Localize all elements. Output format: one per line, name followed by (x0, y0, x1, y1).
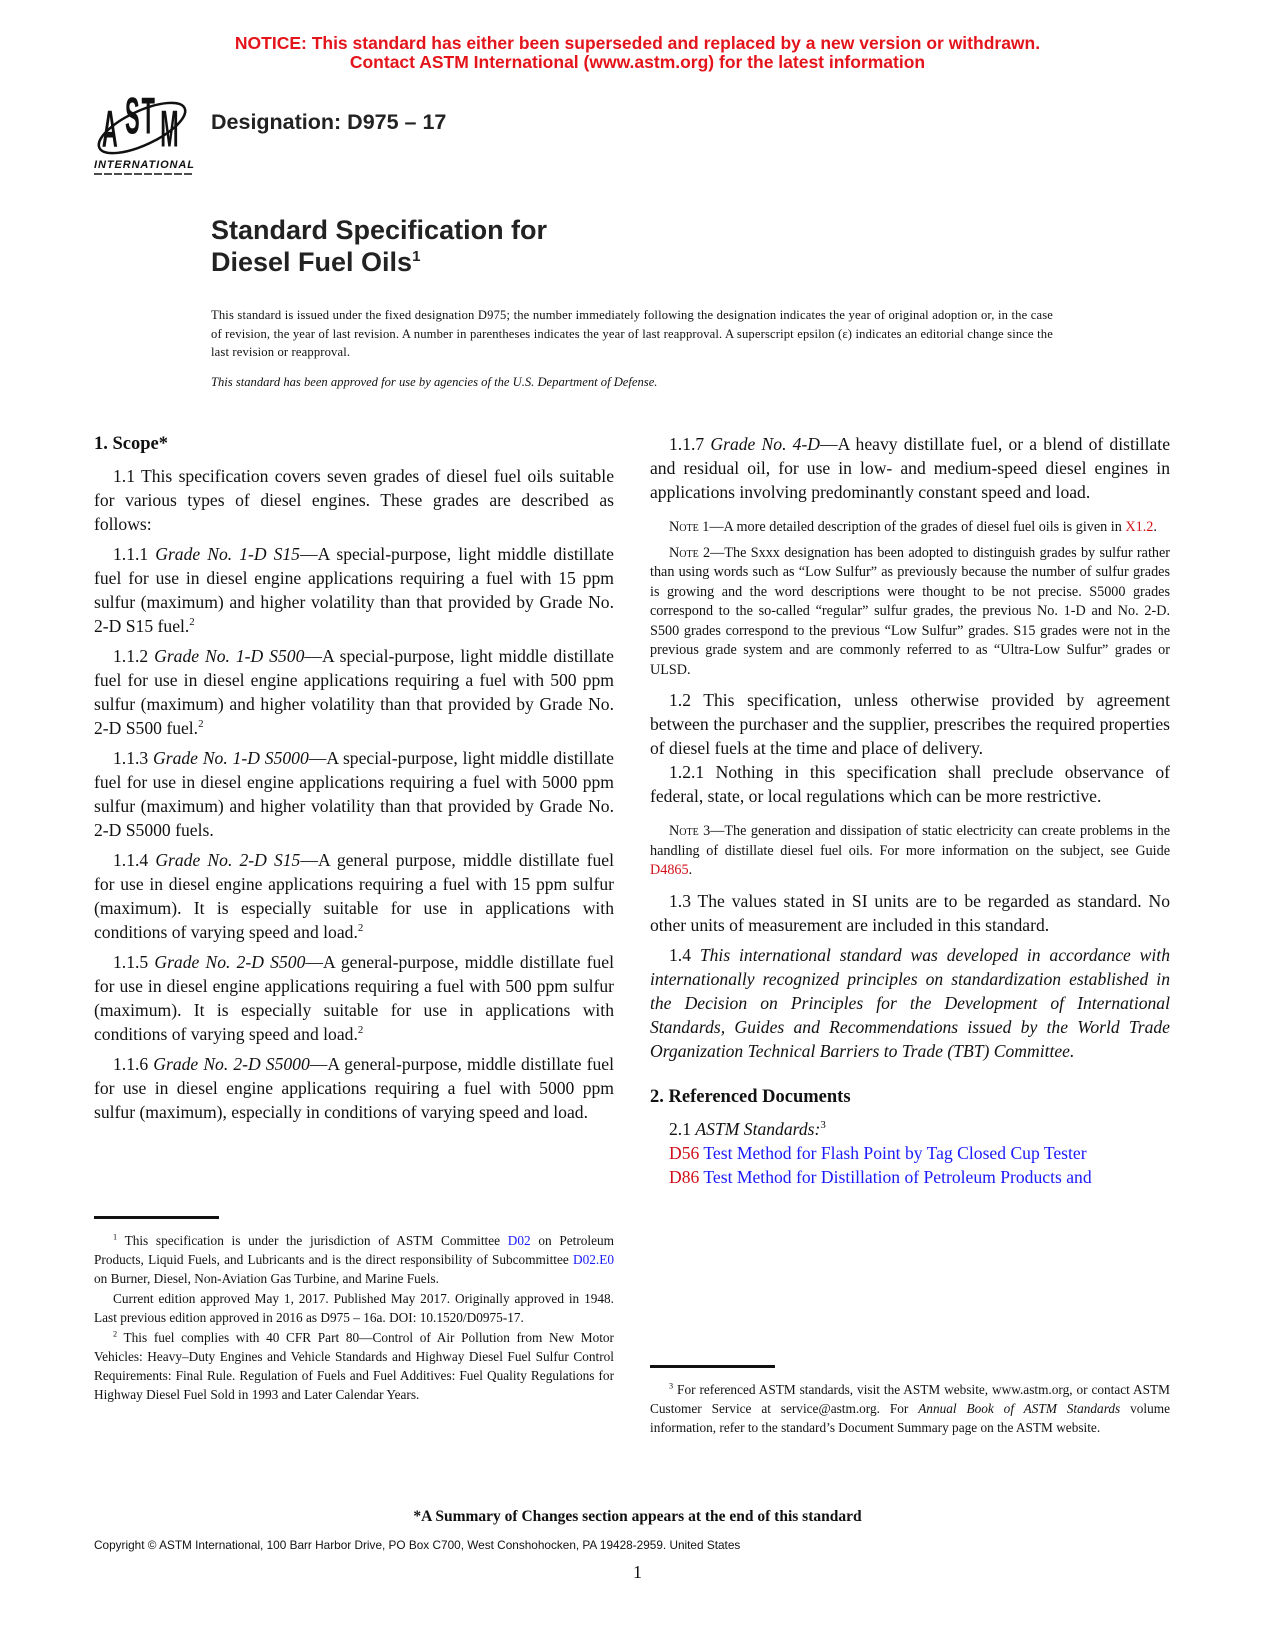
svg-text:S: S (125, 87, 140, 146)
text-segment: —A special-purpose, light middle distillate fuel for use in diesel engine applications requiring a fuel with 15 ppm sulfur (maximum) and higher volatility than that provided by Grade No. 2-D S15 fuel. (94, 544, 614, 636)
paragraph (650, 943, 1170, 1063)
footnote (94, 1231, 614, 1288)
text-segment: . (1153, 519, 1157, 535)
paragraph (94, 464, 614, 536)
title-footnote-ref[interactable]: 1 (412, 248, 421, 265)
note (650, 889, 1170, 937)
section-heading (94, 432, 614, 456)
reference-link[interactable]: D56 (669, 1142, 700, 1163)
svg-text:T: T (141, 87, 155, 146)
text-segment: volume information, refer to the standard’s Document Summary page on the ASTM website. (650, 1401, 1170, 1435)
text-segment: 2. Referenced Documents (650, 1086, 851, 1107)
note-label: Note (669, 544, 699, 561)
title-line-2: Diesel Fuel Oils (211, 247, 413, 277)
text-segment: For referenced ASTM standards, visit the ASTM website, www.astm.org, or contact ASTM Customer Service at service@astm.org. For (650, 1382, 1170, 1416)
text-segment: 1.1.2 (113, 646, 155, 666)
italic-text: Grade No. 2-D S15 (155, 850, 301, 870)
svg-text:M: M (160, 100, 179, 159)
text-segment: 1.4 (669, 944, 700, 965)
footnote (94, 1328, 614, 1404)
dod-approval-note: This standard has been approved for use by agencies of the U.S. Department of Defense. (211, 375, 658, 389)
footnote-ref[interactable]: 2 (357, 922, 364, 935)
italic-text: This international standard was developed in accordance with internationally recognized principles on standardization established in the Decision on Principles for the Development of International Standards, Guides and Recommendations issued by the World Trade Organization Technical Barriers to Trade (TBT) Committee. (650, 944, 1170, 1061)
text-segment: This specification is under the jurisdiction of ASTM Committee (117, 1233, 508, 1248)
paragraph (94, 746, 614, 842)
title-line-1: Standard Specification for (211, 215, 548, 245)
text-segment: —A special-purpose, light middle distillate fuel for use in diesel engine applications requiring a fuel with 500 ppm sulfur (maximum) and higher volatility than that provided by Grade No. 2-D S500 fuel. (94, 646, 614, 738)
paragraph (94, 542, 614, 638)
italic-text: Grade No. 1-D S500 (154, 646, 305, 666)
italic-text: Grade No. 4-D (710, 434, 821, 454)
link[interactable]: Test Method for Flash Point by Tag Closed Cup Tester (699, 1142, 1087, 1163)
paragraph (94, 848, 614, 944)
paragraph (94, 644, 614, 740)
reference-link[interactable]: X1.2 (1125, 519, 1154, 535)
italic-text: Grade No. 1-D S15 (155, 544, 300, 564)
note (650, 822, 1170, 881)
text-segment: —A heavy distillate fuel, or a blend of distillate and residual oil, for use in low- and medium-speed diesel engines in applications involving predominantly constant speed and load. (650, 434, 1170, 502)
note-label: Note (669, 519, 699, 535)
text-segment: 1.2.1 Nothing in this specification shall preclude observance of federal, state, or local regulations which can be more restrictive. (650, 762, 1170, 806)
svg-text:INTERNATIONAL: INTERNATIONAL (94, 159, 194, 171)
right-column (650, 432, 1170, 1189)
text-segment: This fuel complies with 40 CFR Part 80—Control of Air Pollution from New Motor Vehicles: Heavy–Duty Engines and Vehicle Standards and Highway Diesel Fuel Sulfur Control Requirements: Final Rule. Regulation of Fuels and Fuel Additives: Fuel Quality Regulations for Highway Diesel Fuel Sold in 1993 and Later Calendar Years. (94, 1330, 614, 1402)
text-segment: —A general-purpose, middle distillate fuel for use in diesel engine applications requiring a fuel with 500 ppm sulfur (maximum). It is especially suitable for use in applications with conditions of varying speed and load. (94, 952, 614, 1044)
paragraph (650, 760, 1170, 808)
footnote-ref[interactable]: 1 (113, 1232, 118, 1242)
right-footnotes (650, 1380, 1170, 1437)
footnote (94, 1289, 614, 1327)
footnote-divider (650, 1365, 775, 1368)
text-segment: 1.1.5 (113, 952, 155, 972)
text-segment: on Petroleum Products, Liquid Fuels, and Lubricants and is the direct responsibility of Subcommittee (94, 1233, 614, 1267)
document-title (211, 214, 547, 278)
footnote-ref[interactable]: 2 (357, 1024, 364, 1037)
page-number: 1 (633, 1562, 642, 1582)
footnote-ref[interactable]: 3 (820, 1118, 826, 1131)
text-segment: 1.1.4 (113, 850, 156, 870)
text-segment: 1.1.6 (113, 1054, 154, 1074)
left-footnotes (94, 1231, 614, 1404)
text-segment: 2—The Sxxx designation has been adopted to distinguish grades by sulfur rather than using words such as “Low Sulfur” as previously because the number of sulfur grades is growing and the word descriptions were thought to be not precise. S5000 grades correspond to the so-called “regular” sulfur grades, the previous No. 1-D and No. 2-D. S500 grades correspond to the previous “Low Sulfur” grades. S15 grades were not in the previous grade system and are commonly referred to as “Ultra-Low Sulfur” grades or ULSD. (650, 544, 1170, 678)
link[interactable]: D02.E0 (573, 1252, 614, 1267)
footnote (650, 1380, 1170, 1437)
text-segment: —A special-purpose, light middle distillate fuel for use in diesel engine applications requiring a fuel with 5000 ppm sulfur (maximum) and higher volatility than that provided by Grade No. 2-D S5000 fuels. (94, 748, 614, 840)
footnote-ref[interactable]: 2 (198, 718, 204, 731)
note-label: Note (669, 823, 699, 839)
note (650, 544, 1170, 681)
text-segment: 1.1 This specification covers seven grades of diesel fuel oils suitable for various types of diesel engines. These grades are described as follows: (94, 466, 614, 534)
italic-text: Grade No. 2-D S5000 (153, 1054, 310, 1074)
section-heading (650, 1085, 1170, 1109)
svg-text:A: A (101, 100, 118, 159)
link[interactable]: Test Method for Distillation of Petroleum Products and (699, 1166, 1092, 1187)
text-segment: —A general-purpose, middle distillate fuel for use in diesel engine applications requiring a fuel with 5000 ppm sulfur (maximum), especially in conditions of varying speed and load. (94, 1054, 614, 1122)
text-segment: —A general purpose, middle distillate fuel for use in diesel engine applications requiring a fuel with 15 ppm sulfur (maximum). It is especially suitable for use in applications with conditions of varying speed and load. (94, 850, 615, 942)
note (650, 518, 1170, 538)
astm-logo-icon (92, 84, 198, 180)
footnote-ref[interactable]: 2 (189, 616, 195, 629)
text-segment: 1.3 The values stated in SI units are to be regarded as standard. No other units of measurement are included in this standard. (650, 890, 1170, 935)
italic-text: ASTM Standards: (695, 1118, 821, 1139)
text-segment: 1.1.1 (113, 544, 156, 564)
footnote-divider (94, 1216, 219, 1219)
text-segment: . (688, 862, 693, 878)
reference-link[interactable]: D86 (669, 1166, 700, 1187)
link[interactable]: D02 (507, 1233, 531, 1248)
paragraph (94, 950, 614, 1046)
paragraph (650, 1165, 1170, 1189)
withdrawal-notice (0, 34, 1275, 72)
copyright: Copyright © ASTM International, 100 Barr Harbor Drive, PO Box C700, West Conshohocken, PA 19428-2959. United States (94, 1538, 741, 1552)
paragraph (650, 1117, 1170, 1141)
notice-line-1: NOTICE: This standard has either been superseded and replaced by a new version or withdrawn. (234, 33, 1041, 53)
footnote-ref[interactable]: 3 (669, 1381, 674, 1391)
left-column (94, 432, 614, 1124)
text-segment: 1. Scope* (94, 434, 168, 454)
reference-link[interactable]: D4865 (650, 862, 689, 878)
italic-text: Grade No. 2-D S500 (154, 952, 306, 972)
boilerplate-text: This standard is issued under the fixed designation D975; the number immediately following the designation indicates the year of original adoption or, in the case of revision, the year of last revision. A number in parentheses indicates the year of last reapproval. A superscript epsilon (ε) indicates an editorial change since the last revision or reapproval. (211, 308, 1053, 359)
paragraph (650, 432, 1170, 504)
text-segment: 3—The generation and dissipation of static electricity can create problems in the handling of distillate diesel fuel oils. For more information on the subject, see Guide (650, 823, 1170, 859)
text-segment: 1—A more detailed description of the grades of diesel fuel oils is given in (698, 519, 1126, 535)
designation: Designation: D975 – 17 (211, 110, 447, 134)
text-segment: Current edition approved May 1, 2017. Published May 2017. Originally approved in 1948. Last previous edition approved in 2016 as D975 – 16a. DOI: 10.1520/D0975-17. (94, 1291, 614, 1325)
text-segment: 2.1 (669, 1118, 696, 1139)
italic-text: Annual Book of ASTM Standards (918, 1401, 1121, 1416)
footnote-ref[interactable]: 2 (113, 1329, 118, 1339)
astm-logo (92, 84, 198, 180)
text-segment: 1.2 This specification, unless otherwise provided by agreement between the purchaser and the supplier, prescribes the required properties of diesel fuels at the time and place of delivery. (650, 690, 1170, 758)
note (650, 688, 1170, 760)
paragraph (94, 1052, 614, 1124)
italic-text: Grade No. 1-D S5000 (153, 748, 309, 768)
notice-line-2: Contact ASTM International (www.astm.org) for the latest information (349, 52, 926, 72)
text-segment: 1.1.3 (113, 748, 154, 768)
summary-of-changes-note: *A Summary of Changes section appears at the end of this standard (413, 1508, 862, 1525)
text-segment: on Burner, Diesel, Non-Aviation Gas Turbine, and Marine Fuels. (94, 1271, 439, 1286)
text-segment: 1.1.7 (669, 434, 711, 454)
paragraph (650, 1141, 1170, 1165)
